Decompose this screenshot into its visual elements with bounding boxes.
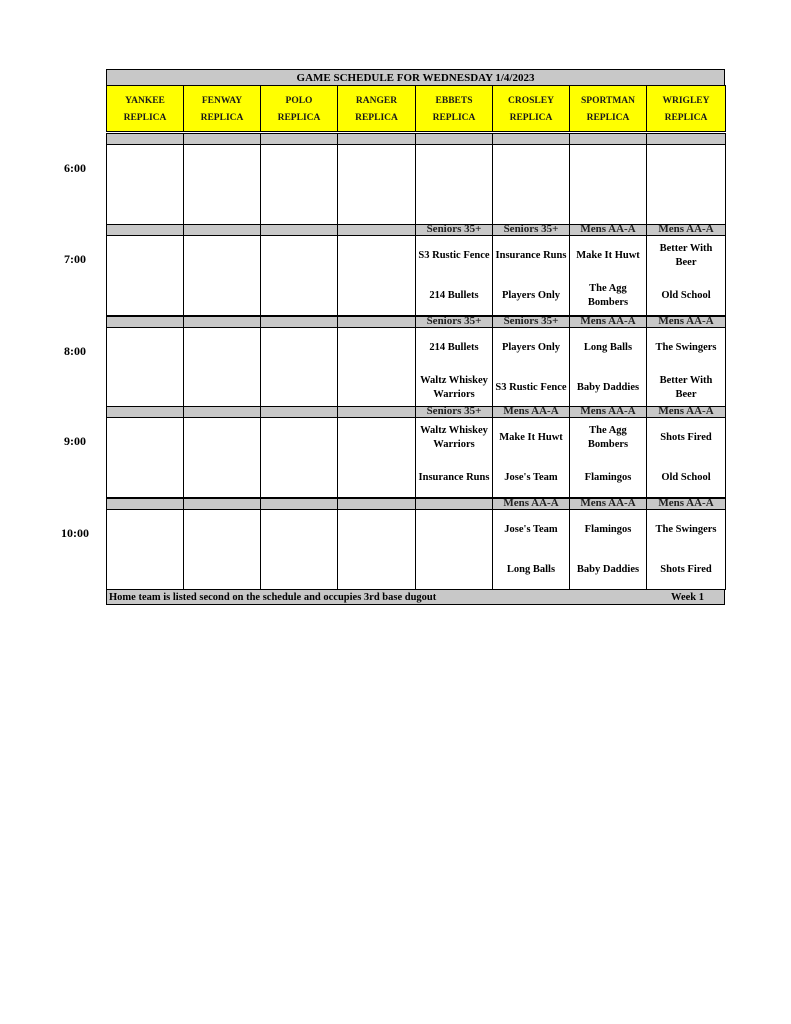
game-slot-cell: [415, 144, 493, 225]
game-slot-cell: [646, 327, 726, 408]
game-slot-cell: [183, 509, 261, 590]
time-label: 9:00: [64, 434, 86, 448]
game-slot-cell: [415, 509, 493, 590]
field-header-ebbets: [415, 85, 493, 132]
game-slot-cell: [337, 235, 416, 316]
away-team: Better With Beer: [659, 243, 713, 268]
field-header-ranger: [337, 85, 416, 132]
game-slot-cell: [106, 144, 184, 225]
schedule-title: GAME SCHEDULE FOR WEDNESDAY 1/4/2023: [106, 69, 725, 86]
game-slot-cell: [106, 417, 184, 498]
field-name: RANGER: [355, 96, 398, 106]
game-slot-cell: [337, 144, 416, 225]
field-header-fenway: [183, 85, 261, 132]
game-slot-cell: [106, 235, 184, 316]
field-subtitle: REPLICA: [123, 113, 167, 123]
game-slot-cell: [492, 417, 570, 498]
home-team: Better With Beer: [659, 375, 713, 400]
game-slot-cell: [260, 327, 338, 408]
game-slot-cell: [106, 509, 184, 590]
away-team: The Swingers: [655, 342, 717, 353]
division-label: Seniors 35+: [492, 224, 570, 236]
game-slot-cell: [183, 144, 261, 225]
home-team: 214 Bullets: [429, 290, 479, 301]
home-team: S3 Rustic Fence: [495, 382, 567, 393]
home-team: The Agg Bombers: [587, 283, 629, 308]
game-slot-cell: [183, 327, 261, 408]
field-name: FENWAY: [201, 96, 243, 106]
away-team: 214 Bullets: [429, 342, 479, 353]
field-subtitle: REPLICA: [200, 113, 244, 123]
home-team: Waltz Whiskey Warriors: [420, 375, 488, 400]
field-name: EBBETS: [435, 96, 473, 106]
division-label: Seniors 35+: [492, 316, 570, 328]
game-slot-cell: [646, 144, 726, 225]
away-team: Make It Huwt: [576, 250, 640, 261]
home-team: Players Only: [501, 290, 561, 301]
away-team: Make It Huwt: [499, 432, 563, 443]
game-slot-cell: [569, 509, 647, 590]
away-team: The Agg Bombers: [587, 425, 629, 450]
time-label: 8:00: [64, 344, 86, 358]
field-name: CROSLEY: [508, 96, 554, 106]
division-label: Mens AA-A: [569, 224, 647, 236]
field-subtitle: REPLICA: [432, 113, 476, 123]
away-team: Flamingos: [584, 524, 632, 535]
field-name: SPORTMAN: [580, 96, 636, 106]
footer-note: Home team is listed second on the schedule and occupies 3rd base dugout: [109, 592, 437, 603]
away-team: Insurance Runs: [495, 250, 567, 261]
division-label: Seniors 35+: [415, 224, 493, 236]
game-slot-cell: [337, 327, 416, 408]
away-team: Jose's Team: [504, 524, 558, 535]
field-subtitle: REPLICA: [355, 113, 398, 123]
away-team: Shots Fired: [660, 432, 712, 443]
field-header-sportman: [569, 85, 647, 132]
field-name: POLO: [285, 96, 313, 106]
field-header-crosley: [492, 85, 570, 132]
division-label: Mens AA-A: [569, 406, 647, 418]
week-label: Week 1: [671, 592, 704, 603]
division-label: Mens AA-A: [646, 406, 726, 418]
field-subtitle: REPLICA: [664, 113, 708, 123]
home-team: Long Balls: [506, 564, 556, 575]
away-team: S3 Rustic Fence: [418, 250, 490, 261]
division-label: Mens AA-A: [646, 224, 726, 236]
away-team: Players Only: [501, 342, 561, 353]
field-subtitle: REPLICA: [509, 113, 553, 123]
division-label: Seniors 35+: [415, 316, 493, 328]
game-slot-cell: [260, 509, 338, 590]
game-slot-cell: [183, 235, 261, 316]
game-slot-cell: [492, 509, 570, 590]
home-team: Shots Fired: [660, 564, 712, 575]
game-slot-cell: [415, 417, 493, 498]
home-team: Old School: [661, 290, 711, 301]
game-slot-cell: [569, 327, 647, 408]
home-team: Flamingos: [584, 472, 632, 483]
division-label: Mens AA-A: [492, 498, 570, 510]
game-slot-cell: [646, 235, 726, 316]
game-slot-cell: [646, 417, 726, 498]
field-header-yankee: [106, 85, 184, 132]
game-slot-cell: [492, 327, 570, 408]
time-label: 10:00: [61, 526, 89, 540]
game-slot-cell: [106, 327, 184, 408]
field-header-polo: [260, 85, 338, 132]
division-label: Mens AA-A: [569, 316, 647, 328]
game-slot-cell: [183, 417, 261, 498]
game-slot-cell: [569, 144, 647, 225]
game-slot-cell: [569, 417, 647, 498]
game-slot-cell: [260, 417, 338, 498]
away-team: The Swingers: [655, 524, 717, 535]
game-slot-cell: [569, 235, 647, 316]
home-team: Baby Daddies: [576, 564, 640, 575]
game-slot-cell: [492, 235, 570, 316]
schedule-footer: [106, 589, 725, 605]
field-header-wrigley: [646, 85, 726, 132]
home-team: Old School: [661, 472, 711, 483]
game-slot-cell: [337, 417, 416, 498]
field-subtitle: REPLICA: [277, 113, 321, 123]
game-schedule-table: [106, 69, 725, 605]
division-label: Mens AA-A: [646, 498, 726, 510]
game-slot-cell: [646, 509, 726, 590]
away-team: Long Balls: [583, 342, 633, 353]
home-team: Insurance Runs: [418, 472, 490, 483]
division-label: Mens AA-A: [492, 406, 570, 418]
division-label: Seniors 35+: [415, 406, 493, 418]
division-label: Mens AA-A: [646, 316, 726, 328]
game-slot-cell: [492, 144, 570, 225]
field-subtitle: REPLICA: [586, 113, 630, 123]
home-team: Jose's Team: [504, 472, 558, 483]
time-label: 7:00: [64, 252, 86, 266]
field-name: YANKEE: [125, 96, 165, 106]
game-slot-cell: [260, 235, 338, 316]
division-label: Mens AA-A: [569, 498, 647, 510]
time-label: 6:00: [64, 161, 86, 175]
game-slot-cell: [337, 509, 416, 590]
field-name: WRIGLEY: [662, 96, 710, 106]
away-team: Waltz Whiskey Warriors: [420, 425, 488, 450]
game-slot-cell: [260, 144, 338, 225]
home-team: Baby Daddies: [576, 382, 640, 393]
game-slot-cell: [415, 235, 493, 316]
game-slot-cell: [415, 327, 493, 408]
